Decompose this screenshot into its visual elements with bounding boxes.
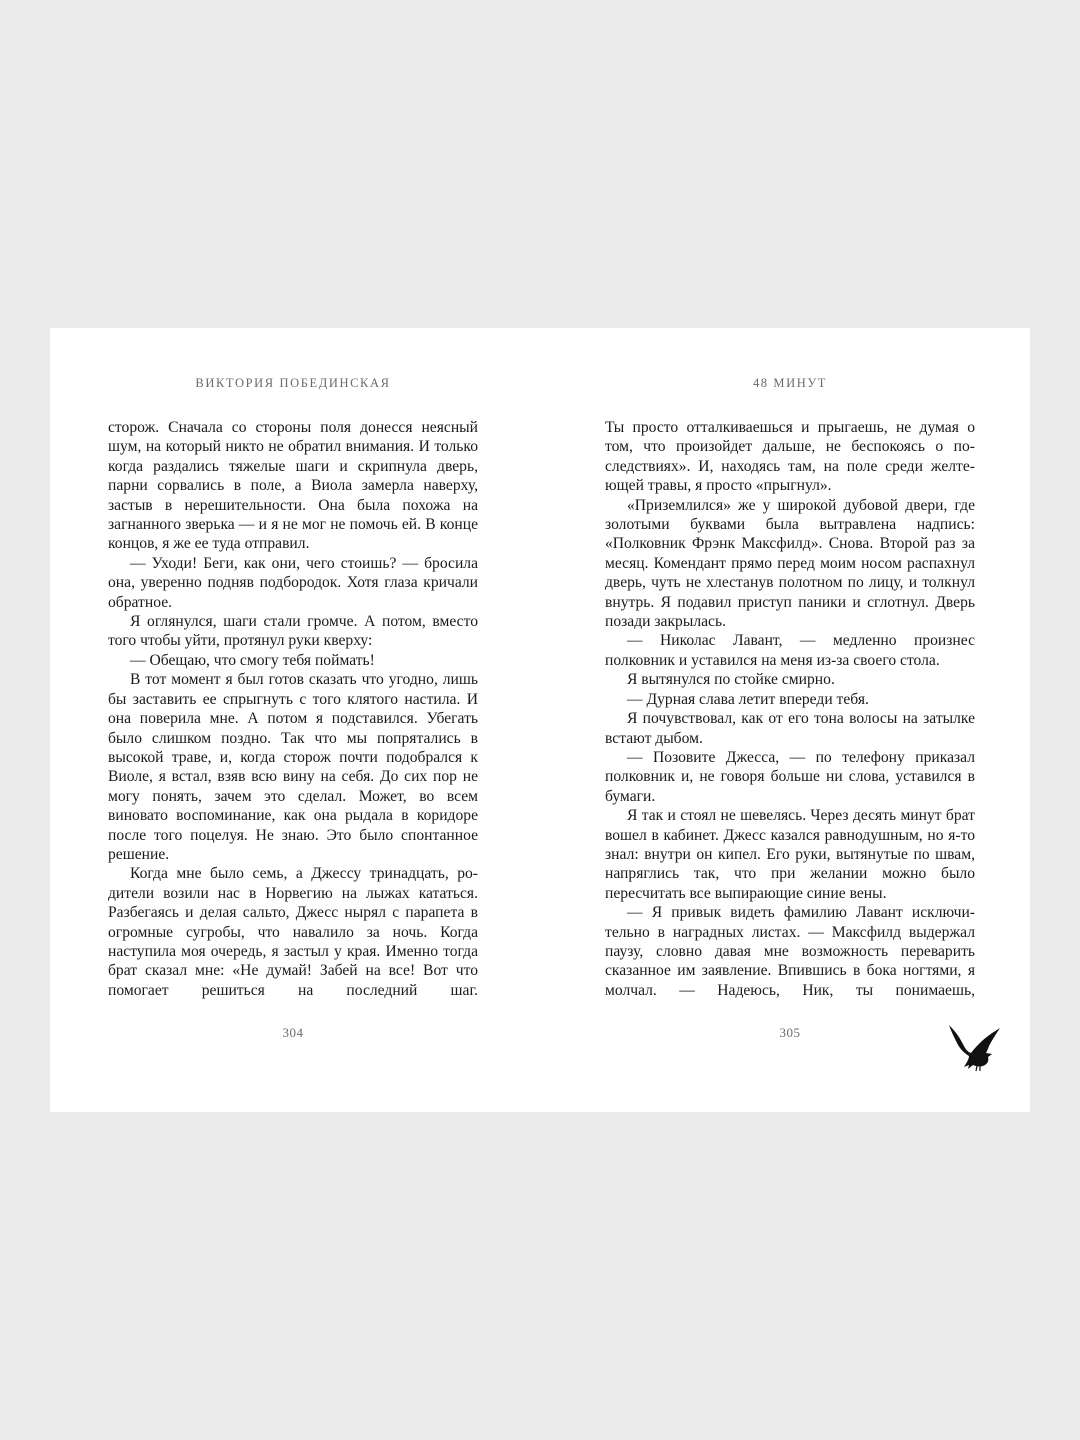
paragraph: Я вытянулся по стойке смирно. (627, 671, 835, 689)
paragraph: — Я привык видеть фамилию Лавант исключительно в наградных листах. — Максфилд выдержал паузу, словно давая мне возможность переварить сказанное им заявление. Впившись в бока ногтями, я молчал. — Надеюсь, Ник, ты понимаешь, (605, 904, 975, 999)
running-head-author: ВИКТОРИЯ ПОБЕДИНСКАЯ (195, 376, 391, 390)
paragraph: Ты просто отталкиваешься и прыгаешь, не думая о том, что произойдет дальше, не беспокоясь о последствиях». И, находясь там, на поле среди желтеющей травы, я просто «прыгнул». (605, 419, 975, 495)
paragraph: Я почувствовал, как от его тона волосы на затылке встают дыбом. (605, 710, 975, 747)
left-page (50, 328, 540, 1112)
paragraph: — Николас Лавант, — медленно произнес полковник и уставился на меня из-за своего стола. (605, 632, 975, 669)
paragraph: сторож. Сначала со стороны поля донесся неясный шум, на который никто не обратил внимания. И только когда раздались тяжелые шаги и скрипнула дверь, парни сорвались в поле, а Виола замерла наверху, застыв в нерешительности. Она была похожа на загнанного зверька — и я не мог не помочь ей. В конце концов, я же ее туда отправил. (108, 419, 478, 553)
page-number-right: 305 (779, 1025, 801, 1040)
paragraph: — Позовите Джесса, — по телефону приказал полковник и, не говоря больше ни слова, уставился в бумаги. (605, 748, 975, 805)
book-spread (50, 328, 1030, 1112)
page-number-left: 304 (282, 1025, 304, 1040)
left-page-text (108, 418, 478, 1000)
crow-feet (976, 1066, 980, 1071)
paragraph: — Дурная слава летит впереди тебя. (627, 690, 869, 708)
right-page (540, 328, 1030, 1112)
crow-silhouette (949, 1025, 1000, 1069)
paragraph: В тот момент я был готов сказать что угодно, лишь бы заставить ее спрыгнуть с того клятого настила. И она поверила мне. А потом я подставился. Убегать было слишком поздно. Так что мы попрятались в высокой траве, и, когда сторож почти подобрался к Виоле, я встал, взяв всю вину на себя. До сих пор не могу понять, зачем это сделал. Может, во всем виновато воспоминание, как она рыдала в коридоре после того поцелуя. Не знаю. Это было спонтанное решение. (108, 671, 478, 863)
crow-icon (944, 1016, 1004, 1076)
paragraph: Я так и стоял не шевелясь. Через десять минут брат вошел в кабинет. Джесс казался равнодушным, но я-то знал: внутри он кипел. Его руки, вытянутые по швам, напряглись так, что при желании можно было пересчитать все выпирающие синие вены. (605, 807, 975, 902)
paragraph: Когда мне было семь, а Джессу тринадцать, родители возили нас в Норвегию на лыжах кататься. Разбегаясь и делая сальто, Джесс нырял с парапета в огромные сугробы, что навалило за ночь. Когда наступила моя очередь, я застыл у края. Именно тогда брат сказал мне: «Не думай! Забей на все! Вот что помогает решиться на последний шаг. (108, 865, 478, 999)
right-page-text (605, 418, 975, 1000)
paragraph: — Обещаю, что смогу тебя поймать! (130, 651, 375, 669)
paragraph: — Уходи! Беги, как они, чего стоишь? — бросила она, уверенно подняв подбородок. Хотя глаза кричали обратное. (108, 554, 478, 611)
paragraph: «Приземлился» же у широкой дубовой двери, где золотыми буквами была вытравлена надпись: «Полковник Фрэнк Максфилд». Снова. Второй раз за месяц. Комендант прямо перед моим носом распахнул дверь, чуть не хлестанув полотном по лицу, и толкнул внутрь. Я подавил приступ паники и сглотнул. Дверь позади закрылась. (605, 496, 975, 631)
paragraph: Я оглянулся, шаги стали громче. А потом, вместо того чтобы уйти, протянул руки кверху: (108, 613, 478, 650)
running-head-title: 48 МИНУТ (752, 376, 828, 390)
